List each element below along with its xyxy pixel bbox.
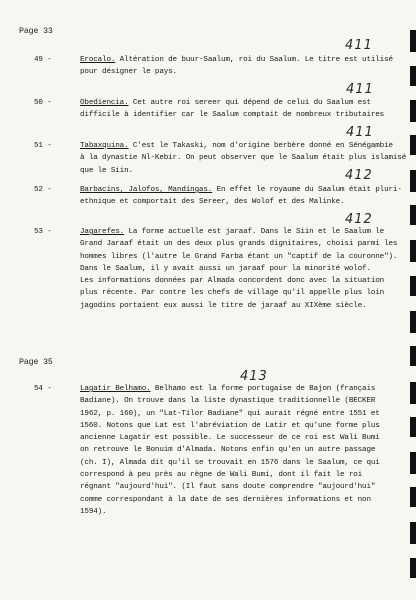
- note-line: Obediencia. Cet autre roi sereer qui dépend de celui du Saalum est: [80, 99, 371, 107]
- note-line: à la dynastie Nl-Kebir. On peut observer que le Saalum était plus islamisé: [80, 154, 407, 163]
- page-label-35: Page 35: [19, 358, 53, 367]
- note-line: 1594).: [80, 507, 107, 516]
- folio-mark-49: 411: [345, 38, 373, 53]
- binding-mark: [410, 170, 416, 192]
- note-heading: Tabaxquina.: [80, 142, 129, 150]
- binding-mark: [410, 417, 416, 437]
- note-line: ethnique et comportait des Sereer, des Wolof et des Malinke.: [80, 198, 345, 207]
- note-line: plus récente. Par contre les chefs de village qu'il appelle plus loin: [80, 289, 385, 298]
- note-heading: Erocalo.: [80, 56, 116, 64]
- note-number: 53 -: [34, 228, 52, 236]
- folio-mark-52: 412: [345, 168, 373, 183]
- note-number: 52 -: [34, 186, 52, 194]
- note-line: on retrouve le Bonuim d'Almada. Notons enfin qu'en un autre passage: [80, 446, 376, 455]
- folio-mark-54: 413: [240, 369, 268, 384]
- note-line: Les informations données par Almada concordent donc avec la situation: [80, 277, 385, 286]
- note-line: ancienne Lagatir est possible. Le successeur de ce roi est Wali Bumi: [80, 434, 380, 443]
- note-line: que le Siin.: [80, 166, 133, 175]
- note-number: 51 -: [34, 142, 52, 150]
- note-number: 54 -: [34, 385, 52, 393]
- binding-mark: [410, 346, 416, 366]
- folio-mark-50: 411: [346, 82, 374, 97]
- binding-mark: [410, 66, 416, 86]
- note-number: 50 -: [34, 99, 52, 107]
- note-line: correspond à peu près au règne de Wali Bumi, dont il fait le roi: [80, 471, 363, 480]
- binding-mark: [410, 452, 416, 474]
- note-line: Erocalo. Altération de buur-Saalum, roi du Saalum. Le titre est utilisé: [80, 56, 393, 64]
- note-line: pour désigner le pays.: [80, 68, 177, 77]
- binding-mark: [410, 311, 416, 333]
- binding-mark: [410, 240, 416, 262]
- note-heading: Obediencia.: [80, 99, 129, 107]
- binding-mark: [410, 30, 416, 52]
- binding-mark: [410, 487, 416, 507]
- note-line: Dans le Saalum, il y avait aussi un jaraaf pour la minorité wolof.: [80, 264, 371, 273]
- note-line: (ch. I), Almada dit qu'il se trouvait en 1576 dans le Saalum, ce qui: [80, 458, 380, 467]
- binding-mark: [410, 100, 416, 122]
- note-line: Grand Jaraaf était un des deux plus grands dignitaires, choisi parmi les: [80, 240, 398, 249]
- binding-mark: [410, 522, 416, 544]
- note-line: Badiane). On trouve dans la liste dynastique traditionnelle (BECKER: [80, 397, 376, 406]
- note-line: jagodins portaient eux aussi le titre de jaraaf au XIXème siècle.: [80, 301, 367, 310]
- binding-mark: [410, 558, 416, 578]
- binding-mark: [410, 382, 416, 404]
- note-line: Lagatir Belhamo. Belhamo est la forme portugaise de Bajon (français: [80, 385, 376, 393]
- note-line: 1560. Notons que Lat est l'abréviation de Latir et qu'une forme plus: [80, 421, 380, 430]
- page-label-33: Page 33: [19, 27, 53, 36]
- note-heading: Jagarefes.: [80, 228, 125, 236]
- note-line: Barbacins, Jalofos, Mandingas. En effet le royaume du Saalum était pluri-: [80, 186, 402, 194]
- folio-mark-51: 411: [346, 125, 374, 140]
- note-number: 49 -: [34, 56, 52, 64]
- note-heading: Lagatir Belhamo.: [80, 385, 151, 393]
- note-line: régnant "aujourd'hui". (Il faut sans doute comprendre "aujourd'hui": [80, 483, 376, 492]
- note-heading: Barbacins, Jalofos, Mandingas.: [80, 186, 213, 194]
- note-line: comme correspondant à la date de ses dernières informations et non: [80, 495, 371, 504]
- note-line: 1962, p. 160), un "Lat-Tilor Badiane" qui aurait régné entre 1551 et: [80, 409, 380, 418]
- binding-mark: [410, 135, 416, 155]
- note-line: difficile à identifier car le Saalum comptait de nombreux tributaires: [80, 111, 385, 120]
- note-line: hommes libres (l'autre le Grand Farba étant un "captif de la couronne").: [80, 252, 398, 261]
- binding-mark: [410, 276, 416, 296]
- note-line: Jagarefes. La forme actuelle est jaraaf. Dans le Siin et le Saalum le: [80, 228, 385, 236]
- folio-mark-53: 412: [345, 212, 373, 227]
- note-line: Tabaxquina. C'est le Takaski, nom d'origine berbère donné en Sénégambie: [80, 142, 393, 150]
- binding-mark: [410, 205, 416, 225]
